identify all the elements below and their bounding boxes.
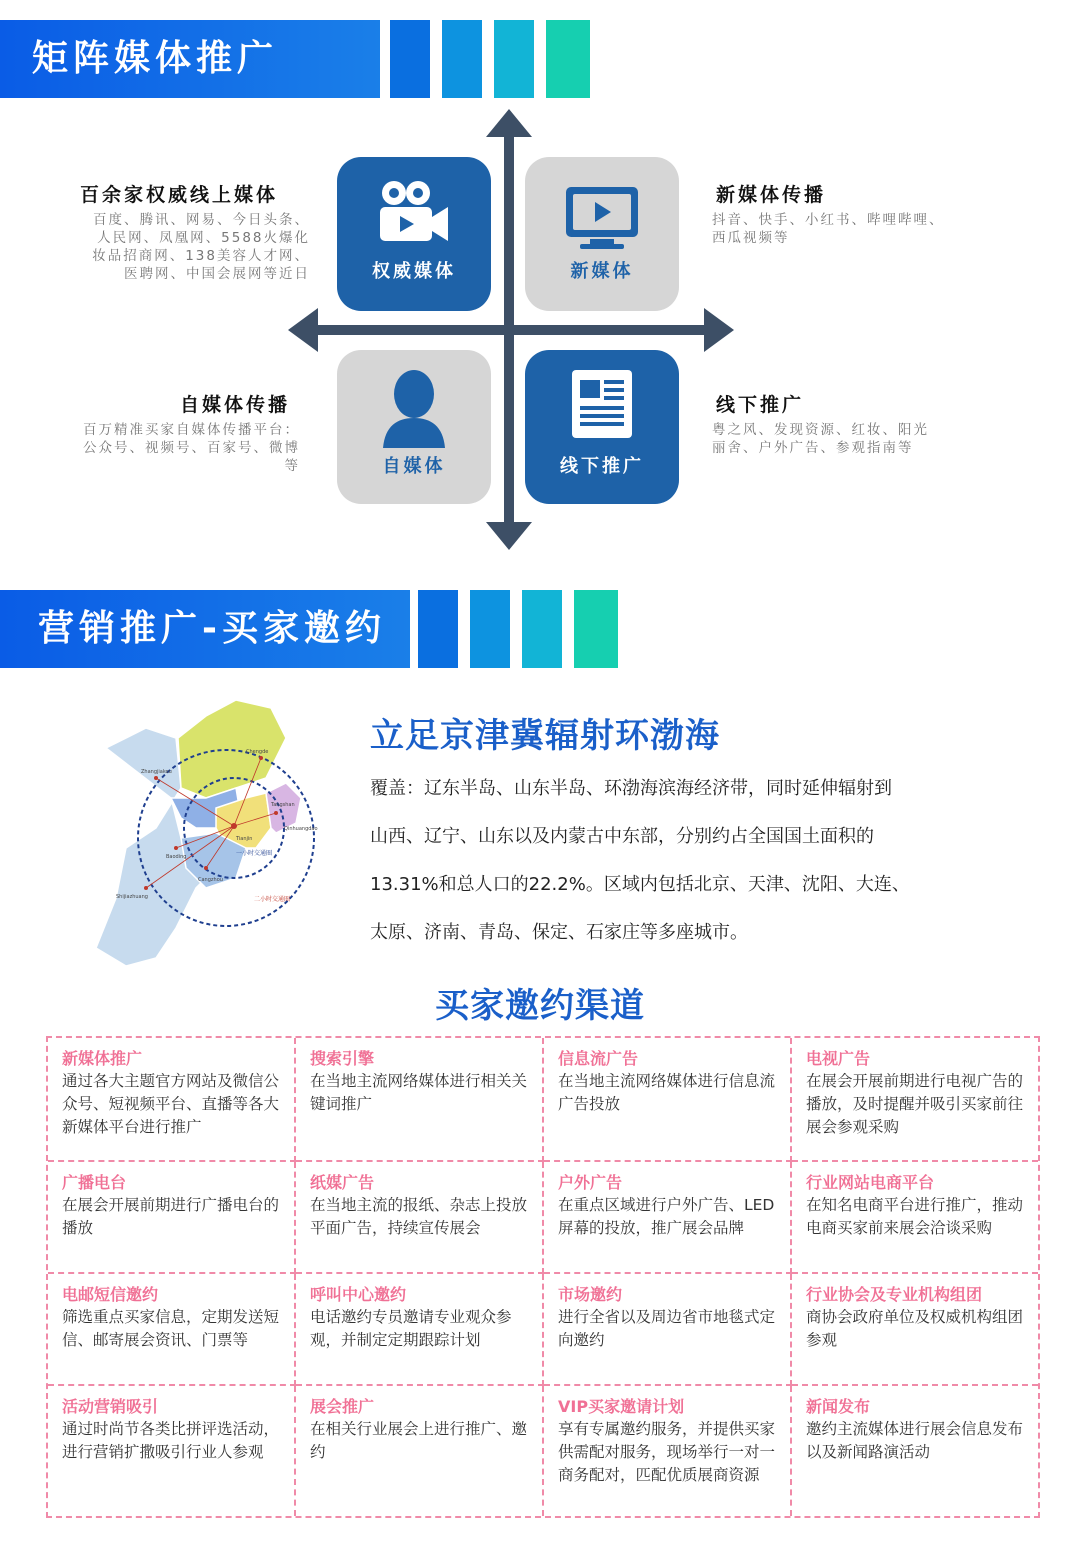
channel-desc: 邀约主流媒体进行展会信息发布以及新闻路演活动 [806,1420,1024,1461]
channel-cell [792,1162,1038,1274]
coverage-line: 13.31%和总人口的22.2%。区域内包括北京、天津、沈阳、大连、 [370,874,910,895]
quadrant-desc [712,211,972,247]
channel-cell [296,1274,544,1386]
desc-line: 妆品招商网、138美容人才网、 [92,248,310,264]
channel-cell [48,1386,296,1516]
channel-cell [544,1162,792,1274]
arrow-down-icon [486,522,532,550]
channel-cell [296,1162,544,1274]
channel-desc: 在当地主流网络媒体进行相关关键词推广 [310,1072,528,1113]
map-label: Tianjin [236,836,253,842]
channel-title: 新闻发布 [806,1397,871,1416]
channel-title: 呼叫中心邀约 [310,1285,407,1304]
desc-line: 西瓜视频等 [712,230,790,246]
channel-desc: 筛选重点买家信息，定期发送短信、邮寄展会资讯、门票等 [62,1308,280,1349]
channel-desc: 在重点区域进行户外广告、LED屏幕的投放，推广展会品牌 [558,1196,775,1237]
tile-offline-promotion [525,350,679,504]
channel-title: 活动营销吸引 [62,1397,159,1416]
banner-stripe [522,590,562,668]
channel-title: 纸媒广告 [310,1173,375,1192]
channel-title: 行业协会及专业机构组团 [806,1285,983,1304]
region-title: 立足京津冀辐射环渤海 [370,716,720,756]
channel-cell [296,1386,544,1516]
channel-desc: 在当地主流的报纸、杂志上投放平面广告，持续宣传展会 [310,1196,528,1237]
desc-line: 公众号、视频号、百家号、微博 [83,440,300,456]
channel-title: 电邮短信邀约 [62,1285,159,1304]
desc-line: 等 [284,458,300,474]
banner-stripe [442,20,482,98]
channel-cell [48,1274,296,1386]
quadrant-text-new-media [712,180,972,247]
map-label: 一小时交通圈 [236,850,273,857]
channel-desc: 通过时尚节各类比拼评选活动，进行营销扩撒吸引行业人参观 [62,1420,280,1461]
banner-stripe [470,590,510,668]
desc-line: 医聘网、中国会展网等近日 [124,266,310,282]
section-banner-buyer-invitation [0,590,620,668]
channel-title: 广播电台 [62,1173,127,1192]
region-map-illustration [86,698,336,970]
map-label: Cangzhou [198,877,223,883]
desc-line: 百万精准买家自媒体传播平台： [83,422,300,438]
arrow-up-icon [486,109,532,137]
channel-desc: 进行全省以及周边省市地毯式定向邀约 [558,1308,776,1349]
tile-label: 权威媒体 [372,261,456,282]
channel-cell [792,1386,1038,1516]
quadrant-text-offline [712,390,972,457]
channel-title: 搜索引擎 [310,1049,375,1068]
channel-title: 市场邀约 [558,1285,623,1304]
banner-stripe [546,20,590,98]
desc-line: 人民网、凤凰网、5588火爆化 [97,230,310,246]
arrow-right-icon [704,308,734,352]
coverage-line: 山西、辽宁、山东以及内蒙古中东部，分别约占全国国土面积的 [370,826,874,847]
quadrant-text-self-media [60,390,300,475]
section-title: 营销推广-买家邀约 [38,608,386,649]
channel-desc: 电话邀约专员邀请专业观众参观，并制定定期跟踪计划 [310,1308,512,1349]
tile-authoritative-media [337,157,491,311]
channel-desc: 享有专属邀约服务，并提供买家供需配对服务，现场举行一对一商务配对，匹配优质展商资源 [558,1420,776,1484]
video-camera-icon [374,179,454,245]
map-label: Qinhuangdao [284,826,318,832]
map-label: Chengde [246,749,269,755]
channel-desc: 在知名电商平台进行推广，推动电商买家前来展会洽谈采购 [806,1196,1024,1237]
channel-cell [544,1386,792,1516]
newspaper-icon [570,368,634,440]
quadrant-desc [60,421,300,475]
coverage-line: 太原、济南、青岛、保定、石家庄等多座城市。 [370,922,748,943]
desc-line: 粤之风、发现资源、红妆、阳光 [712,422,929,438]
channels-grid [46,1036,1040,1518]
channel-title: 电视广告 [806,1049,871,1068]
section-title: 矩阵媒体推广 [32,38,279,79]
channel-desc: 在展会开展前期进行电视广告的播放，及时提醒并吸引买家前往展会参观采购 [806,1072,1024,1136]
map-label: Baoding [166,854,187,860]
coverage-line: 覆盖：辽东半岛、山东半岛、环渤海滨海经济带，同时延伸辐射到 [370,778,892,799]
coverage-paragraph [370,765,970,957]
channel-cell [48,1038,296,1162]
channel-cell [544,1038,792,1162]
banner-stripe [574,590,618,668]
desc-line: 丽舍、户外广告、参观指南等 [712,440,914,456]
quadrant-title: 新媒体传播 [716,184,827,206]
channel-desc: 商协会政府单位及权威机构组团参观 [806,1308,1024,1349]
quadrant-text-authoritative [64,180,310,283]
channel-cell [296,1038,544,1162]
monitor-play-icon [564,185,640,251]
quadrant-desc [712,421,972,457]
tile-label: 自媒体 [382,456,446,477]
tile-new-media [525,157,679,311]
horizontal-axis [314,325,710,335]
quadrant-title: 线下推广 [716,394,805,416]
map-label: 二小时交通圈 [254,896,291,903]
channel-title: 行业网站电商平台 [806,1173,935,1192]
desc-line: 百度、腾讯、网易、今日头条、 [93,212,310,228]
banner-stripe [390,20,430,98]
channel-title: 户外广告 [558,1173,623,1192]
banner-stripe [418,590,458,668]
tile-label: 线下推广 [560,456,644,477]
banner-stripe [494,20,534,98]
quadrant-title: 百余家权威线上媒体 [80,184,279,206]
channel-title: VIP买家邀请计划 [558,1397,685,1416]
map-label: Tangshan [271,802,295,808]
channel-cell [792,1038,1038,1162]
desc-line: 抖音、快手、小红书、哔哩哔哩、 [712,212,945,228]
channel-desc: 在当地主流网络媒体进行信息流广告投放 [558,1072,776,1113]
section-banner-matrix-media [0,20,600,98]
map-label: Shijiazhuang [116,894,148,900]
arrow-left-icon [288,308,318,352]
channel-cell [544,1274,792,1386]
channel-cell [792,1274,1038,1386]
channel-desc: 在展会开展前期进行广播电台的播放 [62,1196,280,1237]
channel-title: 信息流广告 [558,1049,639,1068]
tile-self-media [337,350,491,504]
channel-desc: 在相关行业展会上进行推广、邀约 [310,1420,528,1461]
channels-title: 买家邀约渠道 [435,986,645,1026]
tile-label: 新媒体 [570,261,634,282]
quadrant-title: 自媒体传播 [179,394,290,416]
channel-cell [48,1162,296,1274]
channel-title: 新媒体推广 [62,1049,143,1068]
person-icon [379,368,449,448]
channel-desc: 通过各大主题官方网站及微信公众号、短视频平台、直播等各大新媒体平台进行推广 [62,1072,280,1136]
quadrant-desc [64,211,310,283]
channel-title: 展会推广 [310,1397,375,1416]
map-label: Zhangjiakou [141,769,172,775]
